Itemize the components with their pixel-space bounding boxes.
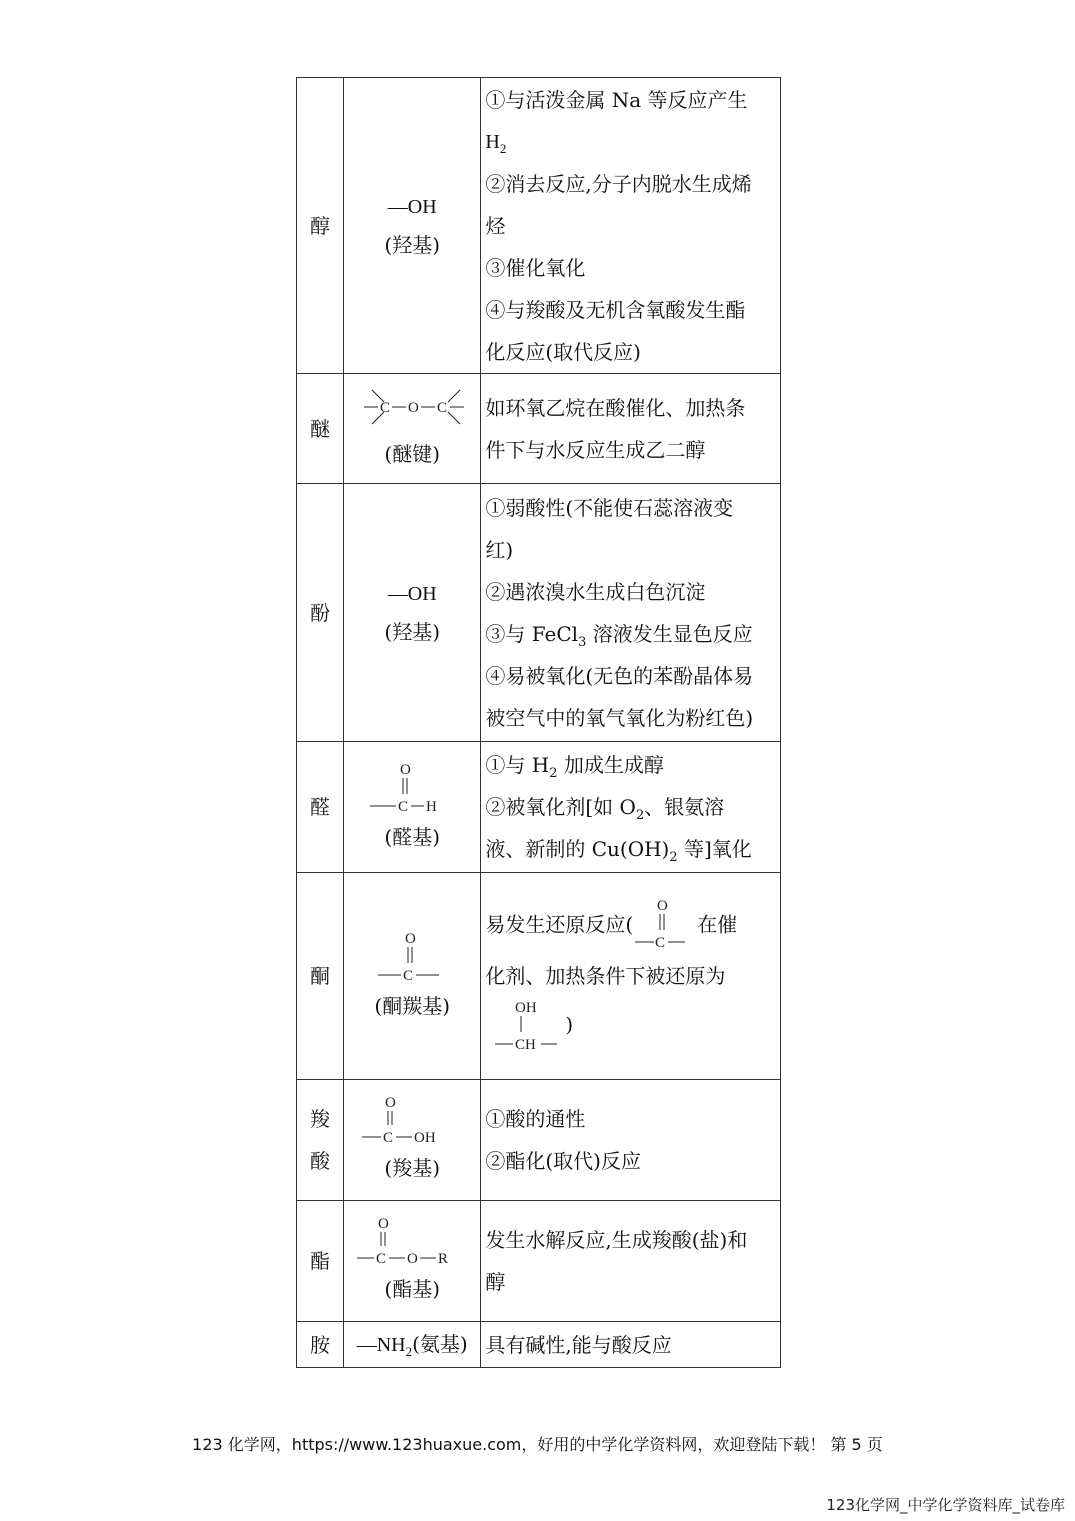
functional-group	[344, 78, 481, 374]
properties	[481, 374, 781, 484]
property-line: ②酯化(取代)反应	[485, 1149, 641, 1173]
functional-group	[344, 1080, 481, 1201]
svg-text:C: C	[398, 799, 409, 815]
property-line: 易发生还原反应( O C 在催	[485, 896, 776, 956]
svg-text:R: R	[438, 1251, 449, 1267]
svg-text:O: O	[378, 1216, 390, 1232]
property-line: 烃	[485, 213, 506, 238]
functional-group	[344, 1201, 481, 1322]
svg-text:O: O	[405, 931, 417, 947]
carboxyl-structure	[362, 1093, 462, 1149]
functional-group	[344, 484, 481, 742]
functional-group	[344, 873, 481, 1080]
compound-name: 醛	[297, 742, 344, 873]
svg-text:O: O	[385, 1095, 397, 1111]
aldehyde-structure	[362, 758, 462, 818]
svg-text:OH: OH	[414, 1130, 436, 1146]
compound-name: 胺	[297, 1322, 344, 1368]
svg-text:C: C	[403, 968, 414, 984]
hydroxyl-carbon-structure	[485, 996, 565, 1056]
group-formula: —OH	[387, 582, 437, 605]
svg-text:C: C	[376, 1251, 387, 1267]
svg-text:OH: OH	[515, 1000, 538, 1016]
property-line: ④易被氧化(无色的苯酚晶体易	[485, 663, 754, 688]
functional-group-table	[296, 77, 781, 1368]
group-name: (醚键)	[384, 441, 441, 466]
table-row	[297, 374, 781, 484]
group-name: (醛基)	[384, 825, 441, 849]
ether-structure	[352, 385, 472, 435]
property-line: ②被氧化剂[如 $O_2$、银氨溶	[485, 795, 725, 823]
property-line: 醇	[485, 1270, 506, 1294]
svg-text:C: C	[437, 399, 448, 416]
svg-text:C: C	[380, 399, 391, 416]
group-name: (酮羰基)	[374, 994, 451, 1018]
group-name: (羧基)	[384, 1156, 441, 1180]
property-line: ②消去反应,分子内脱水生成烯	[485, 171, 752, 196]
properties	[481, 1201, 781, 1322]
svg-text:O: O	[408, 399, 420, 416]
compound-name: 酚	[297, 484, 344, 742]
properties	[481, 742, 781, 873]
property-line: 化反应(取代反应)	[485, 339, 641, 364]
group-formula: —OH	[387, 195, 437, 218]
compound-name: 醇	[297, 78, 344, 374]
property-line: 液、新制的 $Cu(OH)_2$ 等]氧化	[485, 837, 752, 865]
properties	[481, 1080, 781, 1201]
svg-text:O: O	[657, 898, 669, 914]
properties	[481, 1322, 781, 1368]
carbonyl-structure	[633, 896, 697, 956]
table-row	[297, 1322, 781, 1368]
svg-text:O: O	[407, 1251, 419, 1267]
compound-name: 酮	[297, 873, 344, 1080]
svg-text:O: O	[400, 762, 412, 778]
svg-text:CH: CH	[515, 1037, 537, 1053]
table-row	[297, 1080, 781, 1201]
group-name: (氨基)	[412, 1332, 468, 1356]
compound-name: 羧 酸	[297, 1080, 344, 1201]
watermark-text: 123化学网_中学化学资料库_试卷库	[826, 1496, 1065, 1514]
svg-text:H: H	[426, 799, 438, 815]
property-line: ①与活泼金属 Na 等反应产生	[485, 87, 748, 112]
property-line: 化剂、加热条件下被还原为	[485, 964, 726, 988]
functional-group	[344, 742, 481, 873]
ketone-structure	[372, 927, 452, 987]
property-line: ③催化氧化	[485, 255, 586, 280]
property-line: 发生水解反应,生成羧酸(盐)和	[485, 1228, 748, 1252]
property-line: ④与羧酸及无机含氧酸发生酯	[485, 297, 746, 322]
page-footer: 123 化学网，https://www.123huaxue.com，好用的中学化学资料网，欢迎登陆下载！ 第 5 页	[192, 1435, 883, 1454]
group-name: (酯基)	[384, 1277, 441, 1301]
table-row	[297, 1201, 781, 1322]
ester-structure	[357, 1214, 467, 1270]
property-line: 如环氧乙烷在酸催化、加热条	[485, 395, 746, 420]
table-row	[297, 742, 781, 873]
property-line: ③与 FeCl$_3$ 溶液发生显色反应	[485, 621, 753, 650]
property-line: 具有碱性,能与酸反应	[485, 1332, 672, 1357]
properties	[481, 484, 781, 742]
property-line: 件下与水反应生成乙二醇	[485, 437, 706, 462]
property-line: OH CH )	[485, 996, 776, 1056]
table-row	[297, 873, 781, 1080]
group-name: (羟基)	[384, 232, 441, 257]
compound-name: 醚	[297, 374, 344, 484]
functional-group	[344, 374, 481, 484]
svg-text:C: C	[655, 935, 666, 951]
group-name: (羟基)	[384, 619, 441, 644]
property-line: 红)	[485, 537, 514, 562]
table-row	[297, 484, 781, 742]
properties	[481, 78, 781, 374]
property-line: 被空气中的氧气氧化为粉红色)	[485, 705, 754, 730]
property-line: ①弱酸性(不能使石蕊溶液变	[485, 495, 734, 520]
functional-group	[344, 1322, 481, 1368]
property-line: $H_2$	[485, 130, 507, 156]
properties	[481, 873, 781, 1080]
compound-name: 酯	[297, 1201, 344, 1322]
table-row	[297, 78, 781, 374]
property-line: ①与 $H_2$ 加成生成醇	[485, 753, 664, 781]
property-line: ②遇浓溴水生成白色沉淀	[485, 579, 706, 604]
group-formula: $—NH_2$	[356, 1334, 413, 1359]
svg-text:C: C	[383, 1130, 394, 1146]
property-line: ①酸的通性	[485, 1107, 586, 1131]
